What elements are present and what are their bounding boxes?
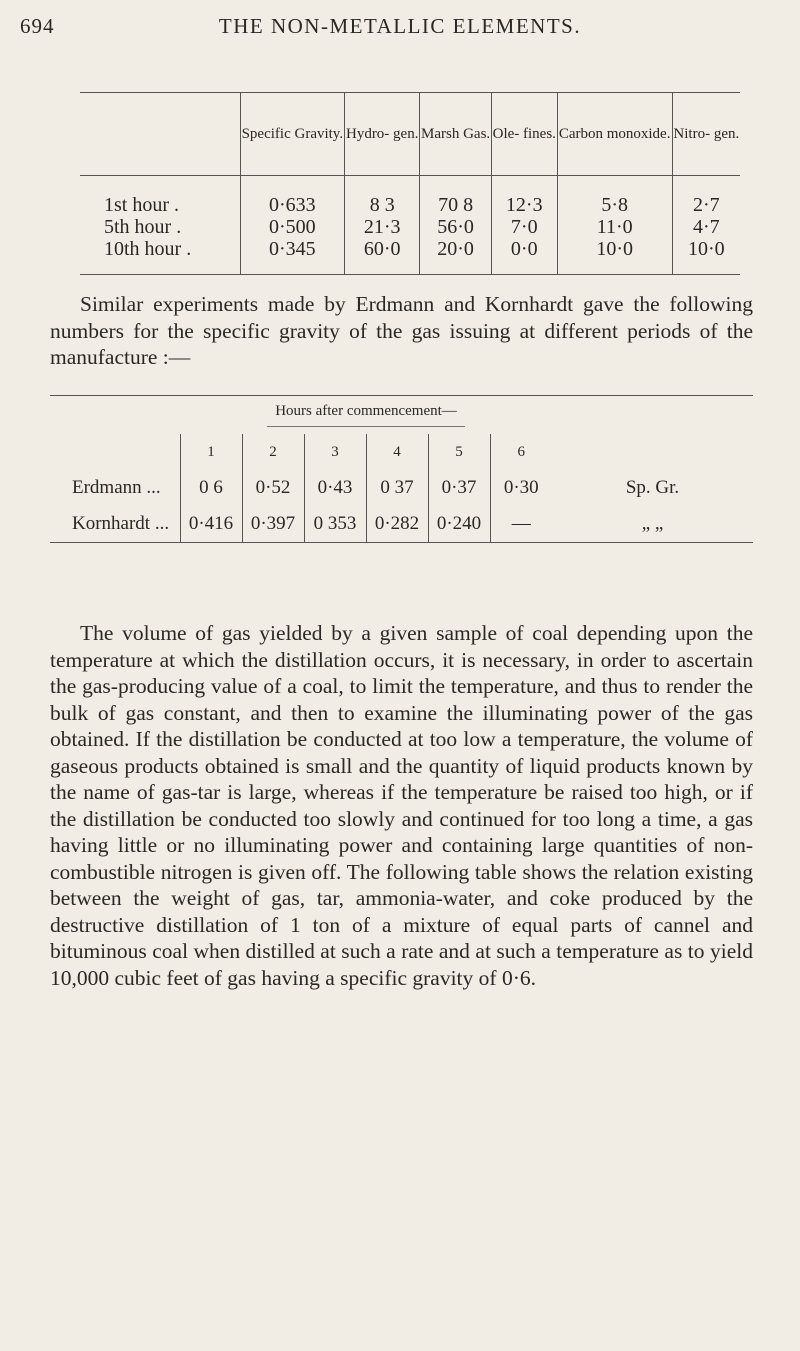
table-cell: 11·0 [557, 216, 672, 238]
page-header [20, 14, 780, 44]
table-cell: 20·0 [420, 238, 492, 275]
table-cell: 0·37 [428, 470, 490, 506]
table-cell: 7·0 [491, 216, 557, 238]
row-label: 5th hour . [104, 216, 182, 238]
row-label: Kornhardt ... [72, 513, 170, 534]
table-cell: 0·345 [240, 238, 345, 275]
table-cell: 12·3 [491, 176, 557, 217]
table-row [50, 506, 753, 543]
table-cell: 10·0 [672, 238, 740, 275]
column-header: Hydro- gen. [345, 93, 420, 176]
table-cell: 70 8 [420, 176, 492, 217]
table-cell: 2·7 [672, 176, 740, 217]
column-header: Marsh Gas. [420, 93, 492, 176]
table-header-row [50, 396, 753, 435]
table-cell: 21·3 [345, 216, 420, 238]
row-label: 1st hour . [104, 194, 179, 216]
table-cell: 60·0 [345, 238, 420, 275]
table-cell: 0·500 [240, 216, 345, 238]
paragraph-text: The volume of gas yielded by a given sample of coal depending upon the temperature at which the distillation occurs, it is necessary, in order to ascertain the gas-producing value of a coal, to limit the temperature, and thus to render the bulk of gas constant, and then to examine the illuminating power of the gas obtained. If the distillation be conducted at too low a temperature, the volume of gaseous products obtained is small and the quantity of liquid products known by the name of gas-tar is large, whereas if the temperature be raised too high, or if the distillation be conducted too slowly and continued for too long a time, a gas having little or no illuminating power and containing large quantities of non-combustible nitrogen is given off. The following table shows the relation existing between the weight of gas, tar, ammonia-water, and coke produced by the destructive distillation of 1 ton of a mixture of equal parts of cannel and bituminous coal when distilled at such a rate and at such a temperature as to yield 10,000 cubic feet of gas having a specific gravity of 0·6. [50, 621, 753, 990]
table-cell: 0 37 [366, 470, 428, 506]
blank-cell [552, 434, 753, 470]
blank-cell [50, 434, 180, 470]
hour-header: 3 [304, 434, 366, 470]
hour-header: 6 [490, 434, 552, 470]
table-cell: 0·0 [491, 238, 557, 275]
unit-label: Sp. Gr. [625, 477, 680, 498]
table-cell: 0·397 [242, 506, 304, 543]
table-cell: 0 6 [180, 470, 242, 506]
blank-cell [552, 396, 753, 435]
table-cell: 4·7 [672, 216, 740, 238]
column-header: Carbon monoxide. [557, 93, 672, 176]
gas-composition-table [80, 92, 740, 275]
column-header: Specific Gravity. [240, 93, 345, 176]
hour-header: 5 [428, 434, 490, 470]
hours-span-header: Hours after commencement— [180, 396, 552, 435]
column-header: Ole- fines. [491, 93, 557, 176]
specific-gravity-table [50, 395, 753, 543]
table-cell: 8 3 [345, 176, 420, 217]
table-row [80, 176, 740, 217]
table-cell: 0·282 [366, 506, 428, 543]
blank-cell [50, 396, 180, 435]
running-title: THE NON-METALLIC ELEMENTS. [218, 14, 582, 38]
hour-header: 2 [242, 434, 304, 470]
table-row [50, 470, 753, 506]
table-cell: 0·240 [428, 506, 490, 543]
table-cell: 0·52 [242, 470, 304, 506]
page-number: 694 [20, 14, 55, 38]
table-cell: 0·30 [490, 470, 552, 506]
table-cell: 56·0 [420, 216, 492, 238]
table-header-row [80, 93, 740, 176]
table-row [80, 238, 740, 275]
table-cell: 0·416 [180, 506, 242, 543]
table-cell: 0·633 [240, 176, 345, 217]
hours-header-row [50, 434, 753, 470]
paragraph-main [50, 620, 753, 991]
table-cell: 0 353 [304, 506, 366, 543]
row-label: 10th hour . [104, 238, 192, 260]
hour-header: 1 [180, 434, 242, 470]
hour-header: 4 [366, 434, 428, 470]
table-cell: 10·0 [557, 238, 672, 275]
column-header [80, 93, 240, 176]
table-cell: 0·43 [304, 470, 366, 506]
table-row [80, 216, 740, 238]
table-cell: 5·8 [557, 176, 672, 217]
paragraph-intro [50, 291, 753, 371]
paragraph-text: Similar experiments made by Erdmann and Kornhardt gave the following numbers for the specific gravity of the gas issuing at different periods of the manufacture :— [50, 292, 753, 369]
table-cell: — [490, 506, 552, 543]
unit-label: „ „ [641, 513, 664, 534]
column-header: Nitro- gen. [672, 93, 740, 176]
row-label: Erdmann ... [72, 477, 161, 498]
